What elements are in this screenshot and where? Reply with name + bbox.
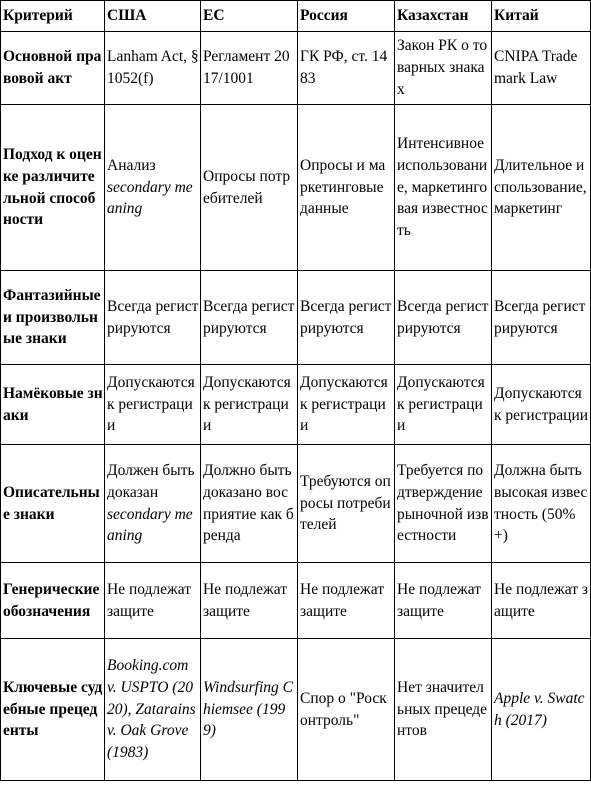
table-row xyxy=(1,32,591,105)
cell-kazakhstan: Нет значительных прецедентов xyxy=(395,639,492,781)
cell-russia: Всегда регистрируются xyxy=(298,271,395,365)
table-row xyxy=(1,563,591,639)
row-criterion: Основной правовой акт xyxy=(1,32,105,105)
cell-china: Всегда регистрируются xyxy=(492,271,591,365)
cell-eu: Регламент 2017/1001 xyxy=(201,32,298,105)
cell-usa xyxy=(105,105,201,271)
cell-kazakhstan: Интенсивное использование, маркетинговая известность xyxy=(395,105,492,271)
header-russia: Россия xyxy=(298,1,395,32)
cell-china: Длительное использование, маркетинг xyxy=(492,105,591,271)
cell-eu: Опросы потребителей xyxy=(201,105,298,271)
cell-usa: Lanham Act, §1052(f) xyxy=(105,32,201,105)
cell-eu: Не подлежат защите xyxy=(201,563,298,639)
cell-usa: Всегда регистрируются xyxy=(105,271,201,365)
table-row xyxy=(1,639,591,781)
table-row xyxy=(1,271,591,365)
cell-usa: Не подлежат защите xyxy=(105,563,201,639)
header-china: Китай xyxy=(492,1,591,32)
header-criterion: Критерий xyxy=(1,1,105,32)
cell-russia: Допускаются к регистрации xyxy=(298,365,395,445)
row-criterion: Фантазийные и произвольные знаки xyxy=(1,271,105,365)
cell-kazakhstan: Закон РК о товарных знаках xyxy=(395,32,492,105)
cell-russia: Спор о "Росконтроль" xyxy=(298,639,395,781)
cell-kazakhstan: Требуется подтверждение рыночной известности xyxy=(395,445,492,563)
table-row xyxy=(1,445,591,563)
row-criterion: Намёковые знаки xyxy=(1,365,105,445)
cell-usa: Допускаются к регистрации xyxy=(105,365,201,445)
cell-eu: Должно быть доказано восприятие как бренда xyxy=(201,445,298,563)
table-header-row xyxy=(1,1,591,32)
cell-russia: Не подлежат защите xyxy=(298,563,395,639)
row-criterion: Описательные знаки xyxy=(1,445,105,563)
header-usa: США xyxy=(105,1,201,32)
table-row xyxy=(1,365,591,445)
cell-russia: ГК РФ, ст. 1483 xyxy=(298,32,395,105)
row-criterion: Генерические обозначения xyxy=(1,563,105,639)
row-criterion: Подход к оценке различительной способности xyxy=(1,105,105,271)
cell-china: Apple v. Swatch (2017) xyxy=(492,639,591,781)
header-kazakhstan: Казахстан xyxy=(395,1,492,32)
cell-china: Допускаются к регистрации xyxy=(492,365,591,445)
cell-italic-term: secondary meaning xyxy=(107,505,193,545)
cell-kazakhstan: Допускаются к регистрации xyxy=(395,365,492,445)
cell-eu: Допускаются к регистрации xyxy=(201,365,298,445)
cell-text: Анализ xyxy=(107,156,156,174)
cell-kazakhstan: Всегда регистрируются xyxy=(395,271,492,365)
header-eu: ЕС xyxy=(201,1,298,32)
cell-china: Не подлежат защите xyxy=(492,563,591,639)
cell-china: CNIPA Trademark Law xyxy=(492,32,591,105)
cell-usa xyxy=(105,445,201,563)
cell-eu: Windsurfing Chiemsee (1999) xyxy=(201,639,298,781)
table-row xyxy=(1,105,591,271)
cell-text: Должен быть доказан xyxy=(107,461,195,501)
cell-eu: Всегда регистрируются xyxy=(201,271,298,365)
cell-russia: Требуются опросы потребителей xyxy=(298,445,395,563)
cell-italic-term: secondary meaning xyxy=(107,178,193,218)
row-criterion: Ключевые судебные прецеденты xyxy=(1,639,105,781)
cell-china: Должна быть высокая известность (50%+) xyxy=(492,445,591,563)
cell-russia: Опросы и маркетинговые данные xyxy=(298,105,395,271)
cell-usa: Booking.com v. USPTO (2020), Zatarains v. Oak Grove (1983) xyxy=(105,639,201,781)
cell-kazakhstan: Не подлежат защите xyxy=(395,563,492,639)
